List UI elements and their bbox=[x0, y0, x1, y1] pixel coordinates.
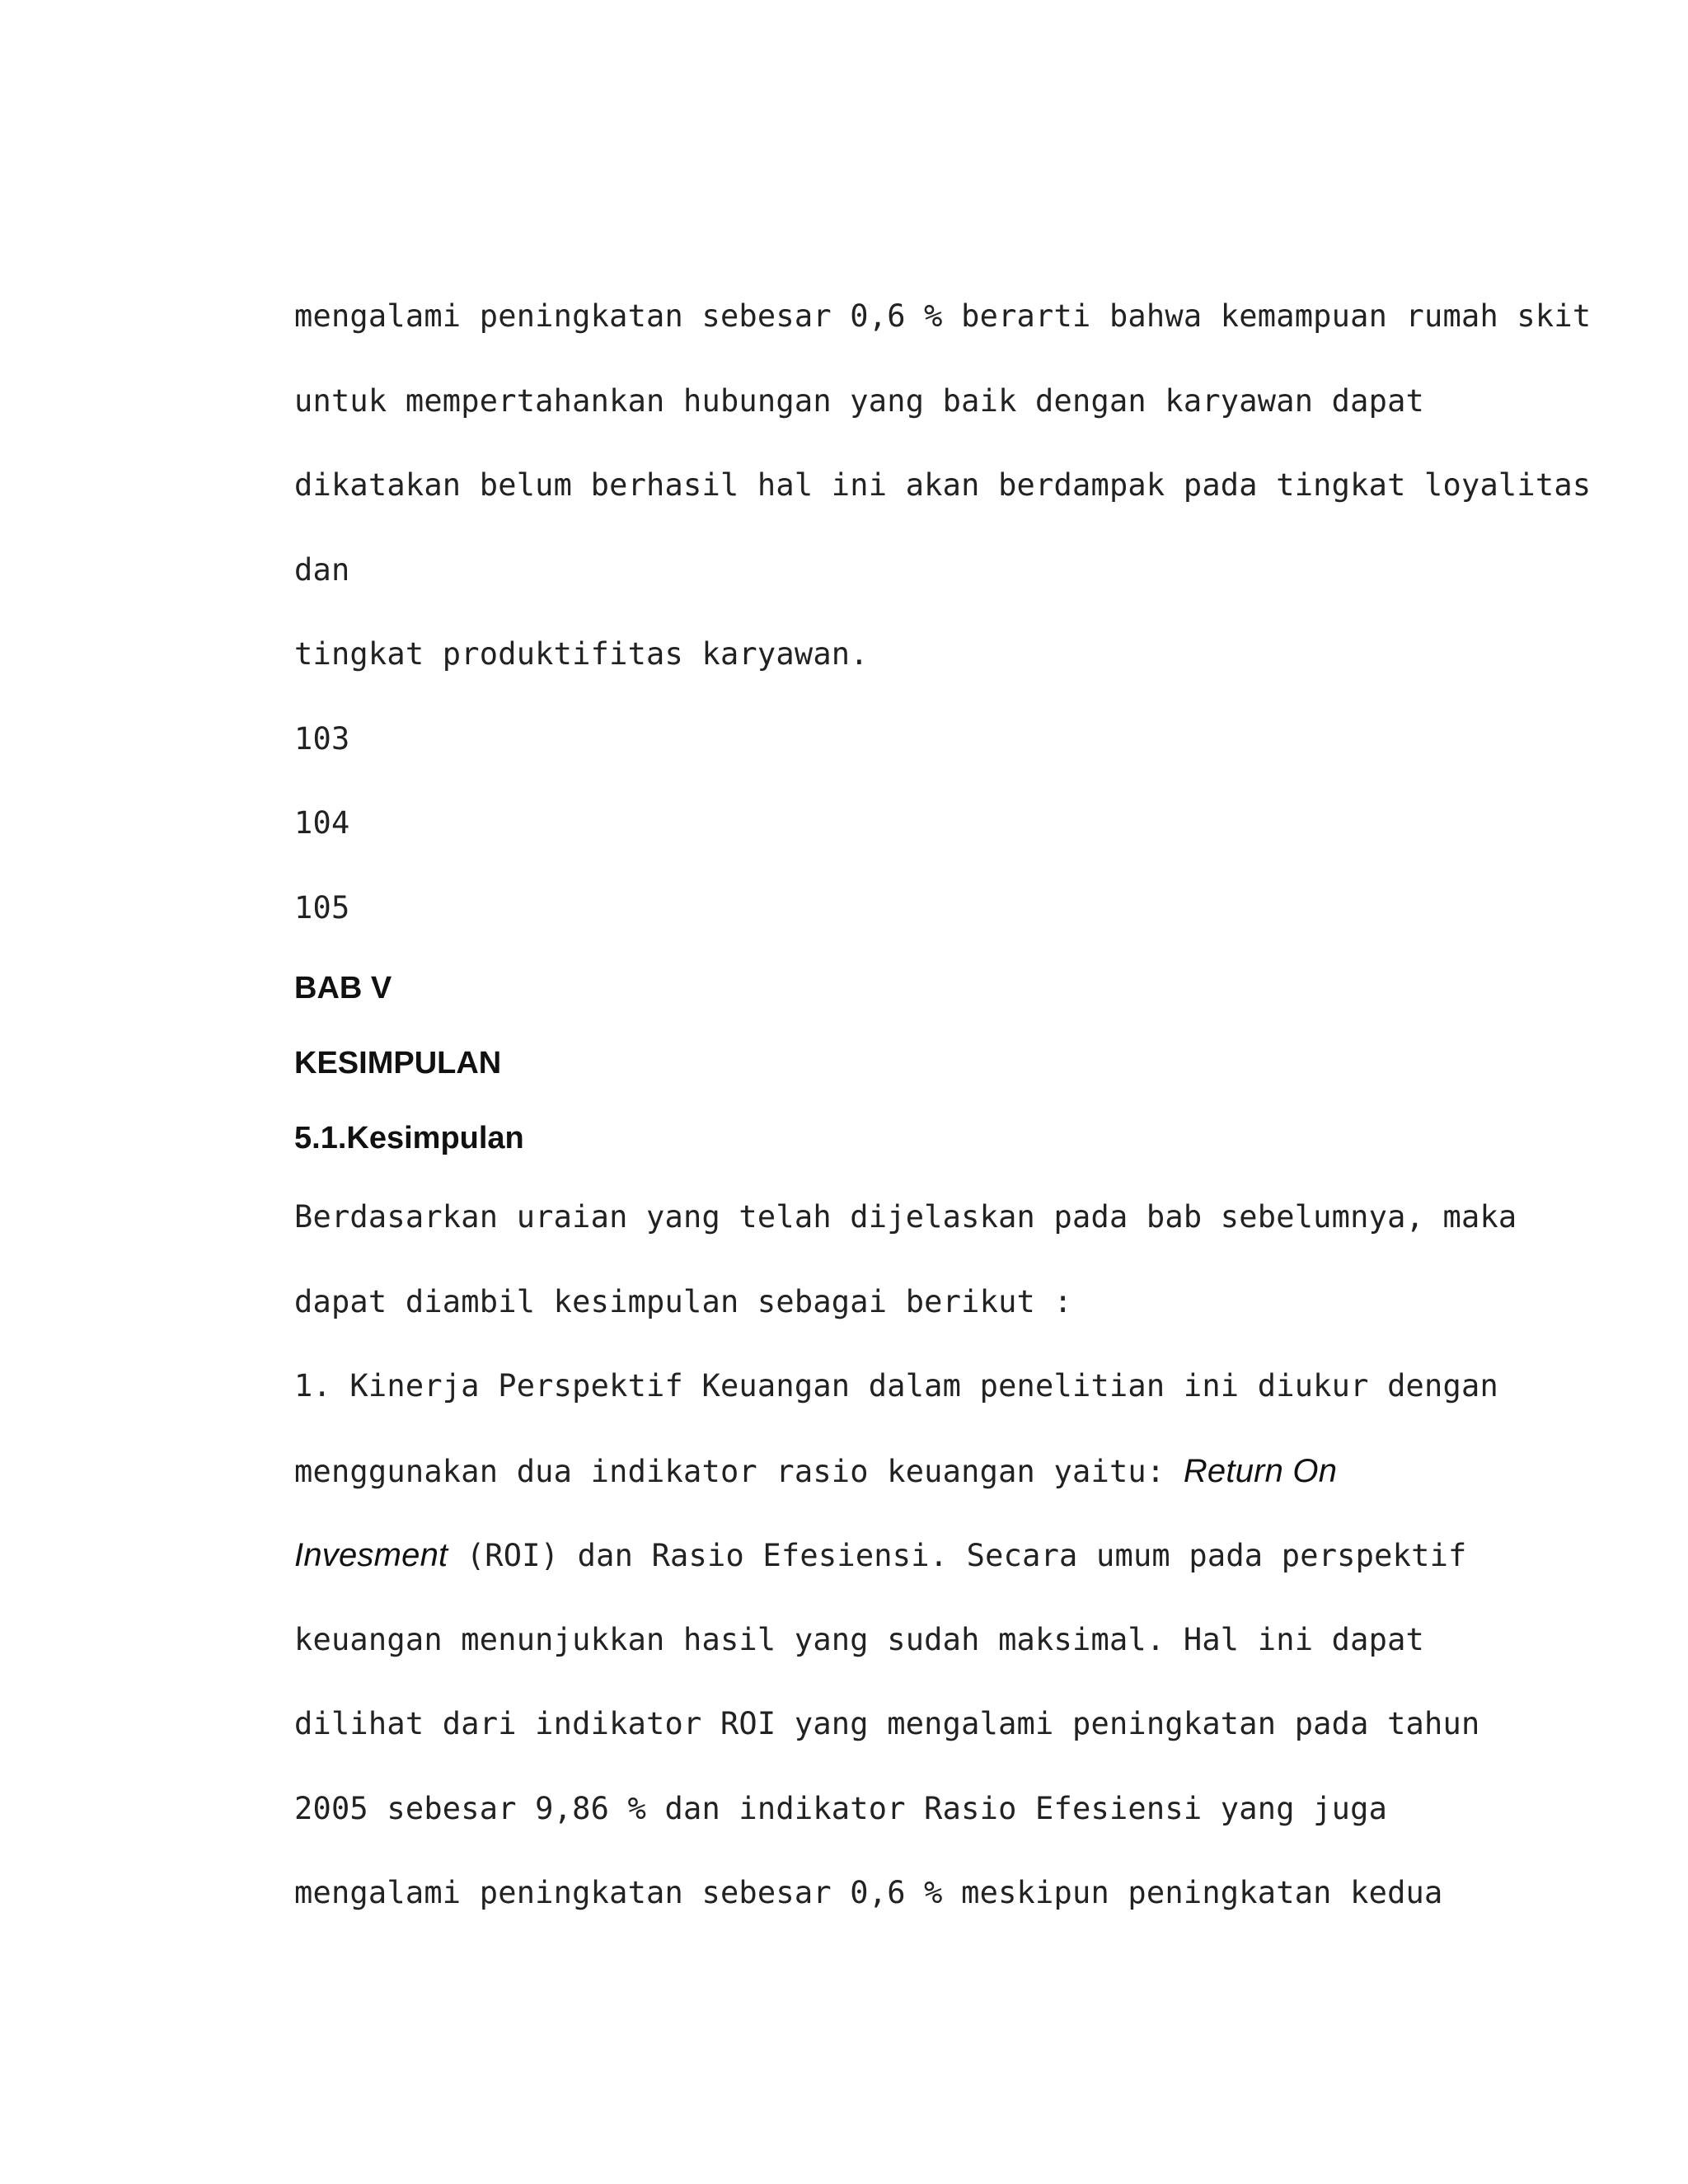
section-heading: 5.1.Kesimpulan bbox=[294, 1121, 524, 1155]
list-item-text: menggunakan dua indikator rasio keuangan yaitu: bbox=[294, 1454, 1184, 1489]
list-item-line bbox=[294, 1537, 1467, 1574]
list-item-line bbox=[294, 1453, 1337, 1490]
chapter-title: KESIMPULAN bbox=[294, 1046, 502, 1080]
body-text-line: mengalami peningkatan sebesar 0,6 % berarti bahwa kemampuan rumah skit bbox=[294, 298, 1592, 334]
list-item-line: keuangan menunjukkan hasil yang sudah maksimal. Hal ini dapat bbox=[294, 1622, 1425, 1657]
list-item-line: mengalami peningkatan sebesar 0,6 % meskipun peningkatan kedua bbox=[294, 1875, 1443, 1910]
body-text-line: tingkat produktifitas karyawan. bbox=[294, 636, 869, 672]
italic-term: Invesment bbox=[294, 1537, 448, 1573]
body-text-line: dapat diambil kesimpulan sebagai berikut : bbox=[294, 1284, 1072, 1319]
page-number: 103 bbox=[294, 721, 350, 757]
chapter-number: BAB V bbox=[294, 971, 392, 1005]
body-text-line: untuk mempertahankan hubungan yang baik dengan karyawan dapat bbox=[294, 383, 1425, 419]
list-item-text: (ROI) dan Rasio Efesiensi. Secara umum pada perspektif bbox=[448, 1538, 1467, 1573]
body-text-line: Berdasarkan uraian yang telah dijelaskan pada bab sebelumnya, maka bbox=[294, 1199, 1517, 1235]
list-item-line: 1. Kinerja Perspektif Keuangan dalam penelitian ini diukur dengan bbox=[294, 1368, 1498, 1404]
list-item-line: dilihat dari indikator ROI yang mengalami peningkatan pada tahun bbox=[294, 1706, 1480, 1741]
page-number: 105 bbox=[294, 890, 350, 926]
italic-term: Return On bbox=[1183, 1453, 1338, 1489]
body-text-line: dikatakan belum berhasil hal ini akan berdampak pada tingkat loyalitas bbox=[294, 467, 1592, 503]
body-text-line: dan bbox=[294, 552, 350, 588]
list-item-line: 2005 sebesar 9,86 % dan indikator Rasio Efesiensi yang juga bbox=[294, 1791, 1388, 1826]
page-number: 104 bbox=[294, 805, 350, 841]
